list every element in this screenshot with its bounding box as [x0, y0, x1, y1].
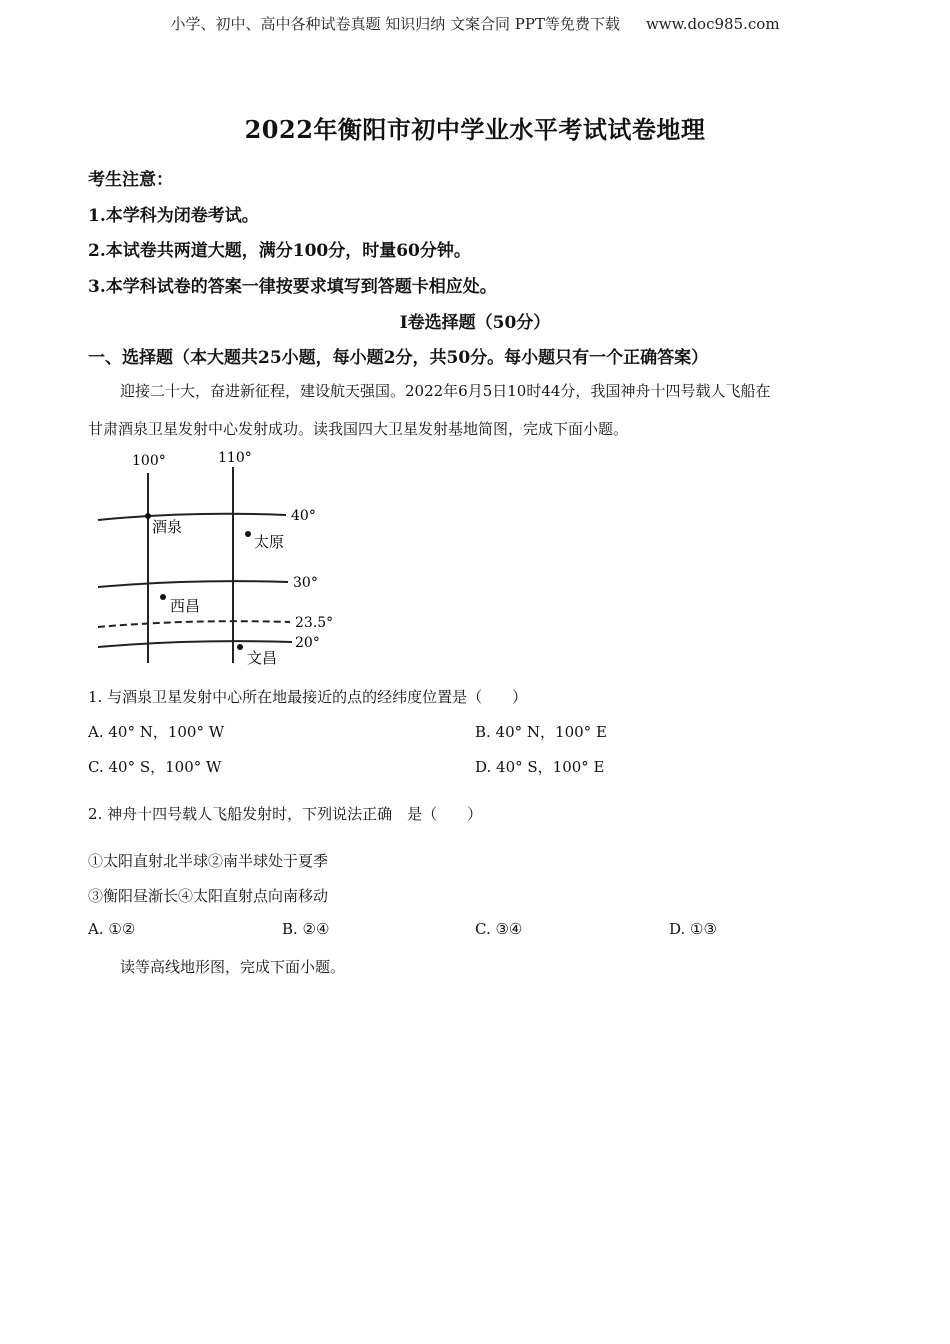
place-dot-jiuquan: [145, 513, 151, 519]
q1-option-d[interactable]: D. 40° S，100° E: [475, 758, 605, 776]
q2-statement: ①太阳直射北半球②南半球处于夏季: [88, 852, 329, 870]
header-text: 小学、初中、高中各种试卷真题 知识归纳 文案合同 PPT等免费下载: [170, 15, 620, 33]
section-heading: Ⅰ卷选择题（50分）: [399, 313, 551, 333]
q1-option-a[interactable]: A. 40° N，100° W: [88, 723, 225, 741]
parallel-40: [98, 514, 286, 520]
q2-statement: ③衡阳昼渐长④太阳直射点向南移动: [88, 887, 329, 905]
place-label-taiyuan: 太原: [254, 533, 285, 551]
question-2-stem: 2. 神舟十四号载人飞船发射时，下列说法正确 是（ ）: [88, 805, 483, 823]
lon-label: 110°: [218, 450, 252, 466]
lat-label: 40°: [291, 508, 316, 524]
notice-heading: 考生注意：: [88, 170, 173, 190]
page-title: 2022年衡阳市初中学业水平考试试卷地理: [244, 115, 706, 144]
q2-option-b[interactable]: B. ②④: [282, 920, 330, 938]
q1-option-c[interactable]: C. 40° S，100° W: [88, 758, 222, 776]
intro-line-1: 迎接二十大，奋进新征程，建设航天强国。2022年6月5日10时44分，我国神舟十四号载人飞船在: [120, 382, 771, 400]
notice-item: 1.本学科为闭卷考试。: [88, 206, 259, 226]
lat-label: 23.5°: [295, 615, 334, 631]
place-dot-taiyuan: [245, 531, 251, 537]
place-dot-xichang: [160, 594, 166, 600]
place-label-jiuquan: 酒泉: [152, 518, 183, 536]
q1-option-b[interactable]: B. 40° N，100° E: [475, 723, 607, 741]
q2-option-a[interactable]: A. ①②: [88, 920, 136, 938]
notice-item: 2.本试卷共两道大题，满分100分，时量60分钟。: [88, 241, 471, 261]
place-dot-wenchang: [237, 644, 243, 650]
closing-instruction: 读等高线地形图，完成下面小题。: [120, 958, 346, 976]
lat-label: 30°: [293, 575, 318, 591]
lat-label: 20°: [295, 635, 320, 651]
place-label-wenchang: 文昌: [247, 649, 278, 667]
question-1-stem: 1. 与酒泉卫星发射中心所在地最接近的点的经纬度位置是（ ）: [88, 688, 528, 706]
header-url[interactable]: www.doc985.com: [645, 15, 780, 33]
q2-option-c[interactable]: C. ③④: [475, 920, 523, 938]
place-label-xichang: 西昌: [170, 597, 201, 615]
notice-item: 3.本学科试卷的答案一律按要求填写到答题卡相应处。: [88, 277, 497, 297]
part-heading: 一、选择题（本大题共25小题，每小题2分，共50分。每小题只有一个正确答案）: [88, 348, 709, 368]
intro-line-2: 甘肃酒泉卫星发射中心发射成功。读我国四大卫星发射基地简图，完成下面小题。: [88, 420, 629, 438]
tropic-of-cancer: [98, 621, 290, 627]
q2-option-d[interactable]: D. ①③: [669, 920, 717, 938]
launch-site-map: [90, 445, 340, 675]
lon-label: 100°: [132, 453, 166, 469]
page-header: [0, 13, 950, 34]
parallel-20: [98, 641, 292, 647]
parallel-30: [98, 581, 288, 587]
